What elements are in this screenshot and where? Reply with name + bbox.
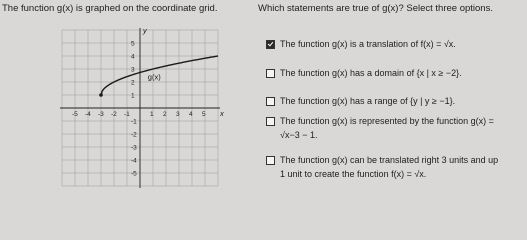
- option-1-label: The function g(x) is a translation of f(x) = √x.: [280, 39, 456, 49]
- y-tick-label: -3: [131, 144, 137, 152]
- option-5[interactable]: [266, 155, 498, 181]
- y-tick-label: -1: [131, 118, 137, 126]
- option-4-label: The function g(x) is represented by the function g(x) =: [280, 116, 494, 126]
- x-tick-label: 5: [202, 111, 206, 118]
- y-tick-label: -4: [131, 157, 137, 165]
- coordinate-graph: [58, 28, 222, 188]
- x-tick-label: -2: [111, 111, 117, 118]
- option-3-checkbox[interactable]: [266, 97, 275, 106]
- y-tick-label: 5: [131, 40, 135, 48]
- option-5-checkbox[interactable]: [266, 156, 275, 165]
- x-tick-label: -3: [98, 111, 104, 118]
- option-1-checkbox[interactable]: [266, 40, 275, 49]
- curve-start-point: [99, 93, 103, 97]
- y-tick-label: 3: [131, 66, 135, 74]
- option-1[interactable]: [266, 39, 456, 50]
- option-5-label: The function g(x) can be translated right 3 units and up: [280, 155, 499, 165]
- y-tick-label: -5: [131, 170, 137, 178]
- axes: [60, 28, 220, 188]
- option-5-label-line2: 1 unit to create the function f(x) = √x.: [280, 169, 427, 180]
- prompt-text: The function g(x) is graphed on the coordinate grid.: [2, 3, 218, 14]
- x-tick-label: -4: [85, 111, 91, 118]
- tick-labels: [72, 41, 206, 178]
- x-tick-label: 1: [150, 111, 154, 118]
- x-tick-label: -5: [72, 111, 78, 118]
- option-2[interactable]: [266, 68, 462, 79]
- y-tick-label: 4: [131, 53, 135, 61]
- y-tick-label: 1: [131, 92, 135, 100]
- x-axis-label: x: [220, 109, 224, 118]
- option-4-label-line2: √x−3 − 1.: [280, 130, 318, 141]
- option-2-checkbox[interactable]: [266, 69, 275, 78]
- x-tick-label: 3: [176, 111, 180, 118]
- y-tick-label: 2: [131, 79, 135, 87]
- y-axis-label: y: [143, 26, 147, 35]
- option-4[interactable]: [266, 116, 494, 142]
- x-tick-label: 4: [189, 111, 193, 118]
- curve-label: g(x): [147, 72, 161, 82]
- option-3-label: The function g(x) has a range of {y | y ≥ −1}.: [280, 96, 456, 106]
- option-2-label: The function g(x) has a domain of {x | x ≥ −2}.: [280, 68, 462, 78]
- x-tick-label: 2: [163, 111, 167, 118]
- question-text: Which statements are true of g(x)? Select three options.: [258, 3, 493, 14]
- y-tick-label: -2: [131, 131, 137, 139]
- option-4-checkbox[interactable]: [266, 117, 275, 126]
- x-tick-label: -1: [124, 111, 130, 118]
- option-3[interactable]: [266, 96, 455, 107]
